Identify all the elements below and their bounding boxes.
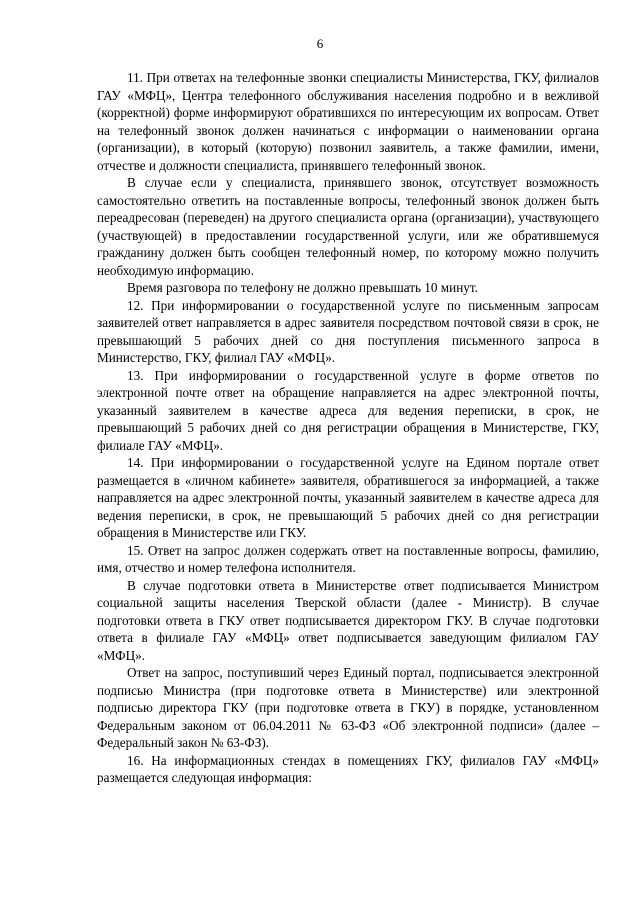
paragraph-11: 11. При ответах на телефонные звонки специалисты Министерства, ГКУ, филиалов ГАУ «МФЦ», Центра телефонного обслуживания населения подробно и в вежливой (корректной) форме информируют обратившихся по интересующим их вопросам. Ответ на телефонный звонок должен начинаться с информации о наименовании органа (организации), в который (которую) позвонил заявитель, а также фамилии, имени, отчестве и должности специалиста, принявшего телефонный звонок. (97, 70, 599, 173)
paragraph-redirect-call: В случае если у специалиста, принявшего звонок, отсутствует возможность самостоятельно ответить на поставленные вопросы, телефонный звонок должен быть переадресован (переведен) на другого специалиста органа (организации), участвующего (участвующей) в предоставлении государственной услуги, или же обратившемуся гражданину должен быть сообщен телефонный номер, по которому можно получить необходимую информацию. (97, 175, 599, 278)
paragraph-16: 16. На информационных стендах в помещениях ГКУ, филиалов ГАУ «МФЦ» размещается следующая информация: (97, 752, 599, 785)
paragraph-15: 15. Ответ на запрос должен содержать ответ на поставленные вопросы, фамилию, имя, отчество и номер телефона исполнителя. (97, 542, 599, 575)
document-body (97, 69, 599, 787)
paragraph-12: 12. При информировании о государственной услуге по письменным запросам заявителей ответ направляется в адрес заявителя посредством почтовой связи в срок, не превышающий 5 рабочих дней со дня поступления письменного запроса в Министерство, ГКУ, филиал ГАУ «МФЦ». (97, 297, 599, 365)
paragraph-call-duration: Время разговора по телефону не должно превышать 10 минут. (127, 280, 478, 295)
paragraph-electronic-signature: Ответ на запрос, поступивший через Единый портал, подписывается электронной подписью Министра (при подготовке ответа в Министерстве) или электронной подписью директора ГКУ (при подготовке ответа в ГКУ) в порядке, установленном Федеральным законом от 06.04.2011 № 63-ФЗ «Об электронной подписи» (далее – Федеральный закон № 63-ФЗ). (97, 665, 599, 750)
paragraph-13: 13. При информировании о государственной услуге в форме ответов по электронной почте ответ на обращение направляется на адрес электронной почты, указанный заявителем в качестве адреса для ведения переписки, в срок, не превышающий 5 рабочих дней со дня регистрации обращения в Министерстве, ГКУ, филиале ГАУ «МФЦ». (97, 367, 599, 453)
page-number: 6 (316, 36, 324, 51)
paragraph-14: 14. При информировании о государственной услуге на Едином портале ответ размещается в «личном кабинете» заявителя, обратившегося за информацией, а также направляется на адрес электронной почты, указанный заявителем в качестве адреса для ведения переписки, в срок, не превышающий 5 рабочих дней со дня регистрации обращения в Министерстве или ГКУ. (97, 455, 599, 540)
paragraph-signing: В случае подготовки ответа в Министерстве ответ подписывается Министром социальной защиты населения Тверской области (далее - Министр). В случае подготовки ответа в ГКУ ответ подписывается директором ГКУ. В случае подготовки ответа в филиале ГАУ «МФЦ» ответ подписывается заведующим филиалом ГАУ «МФЦ». (97, 577, 599, 663)
